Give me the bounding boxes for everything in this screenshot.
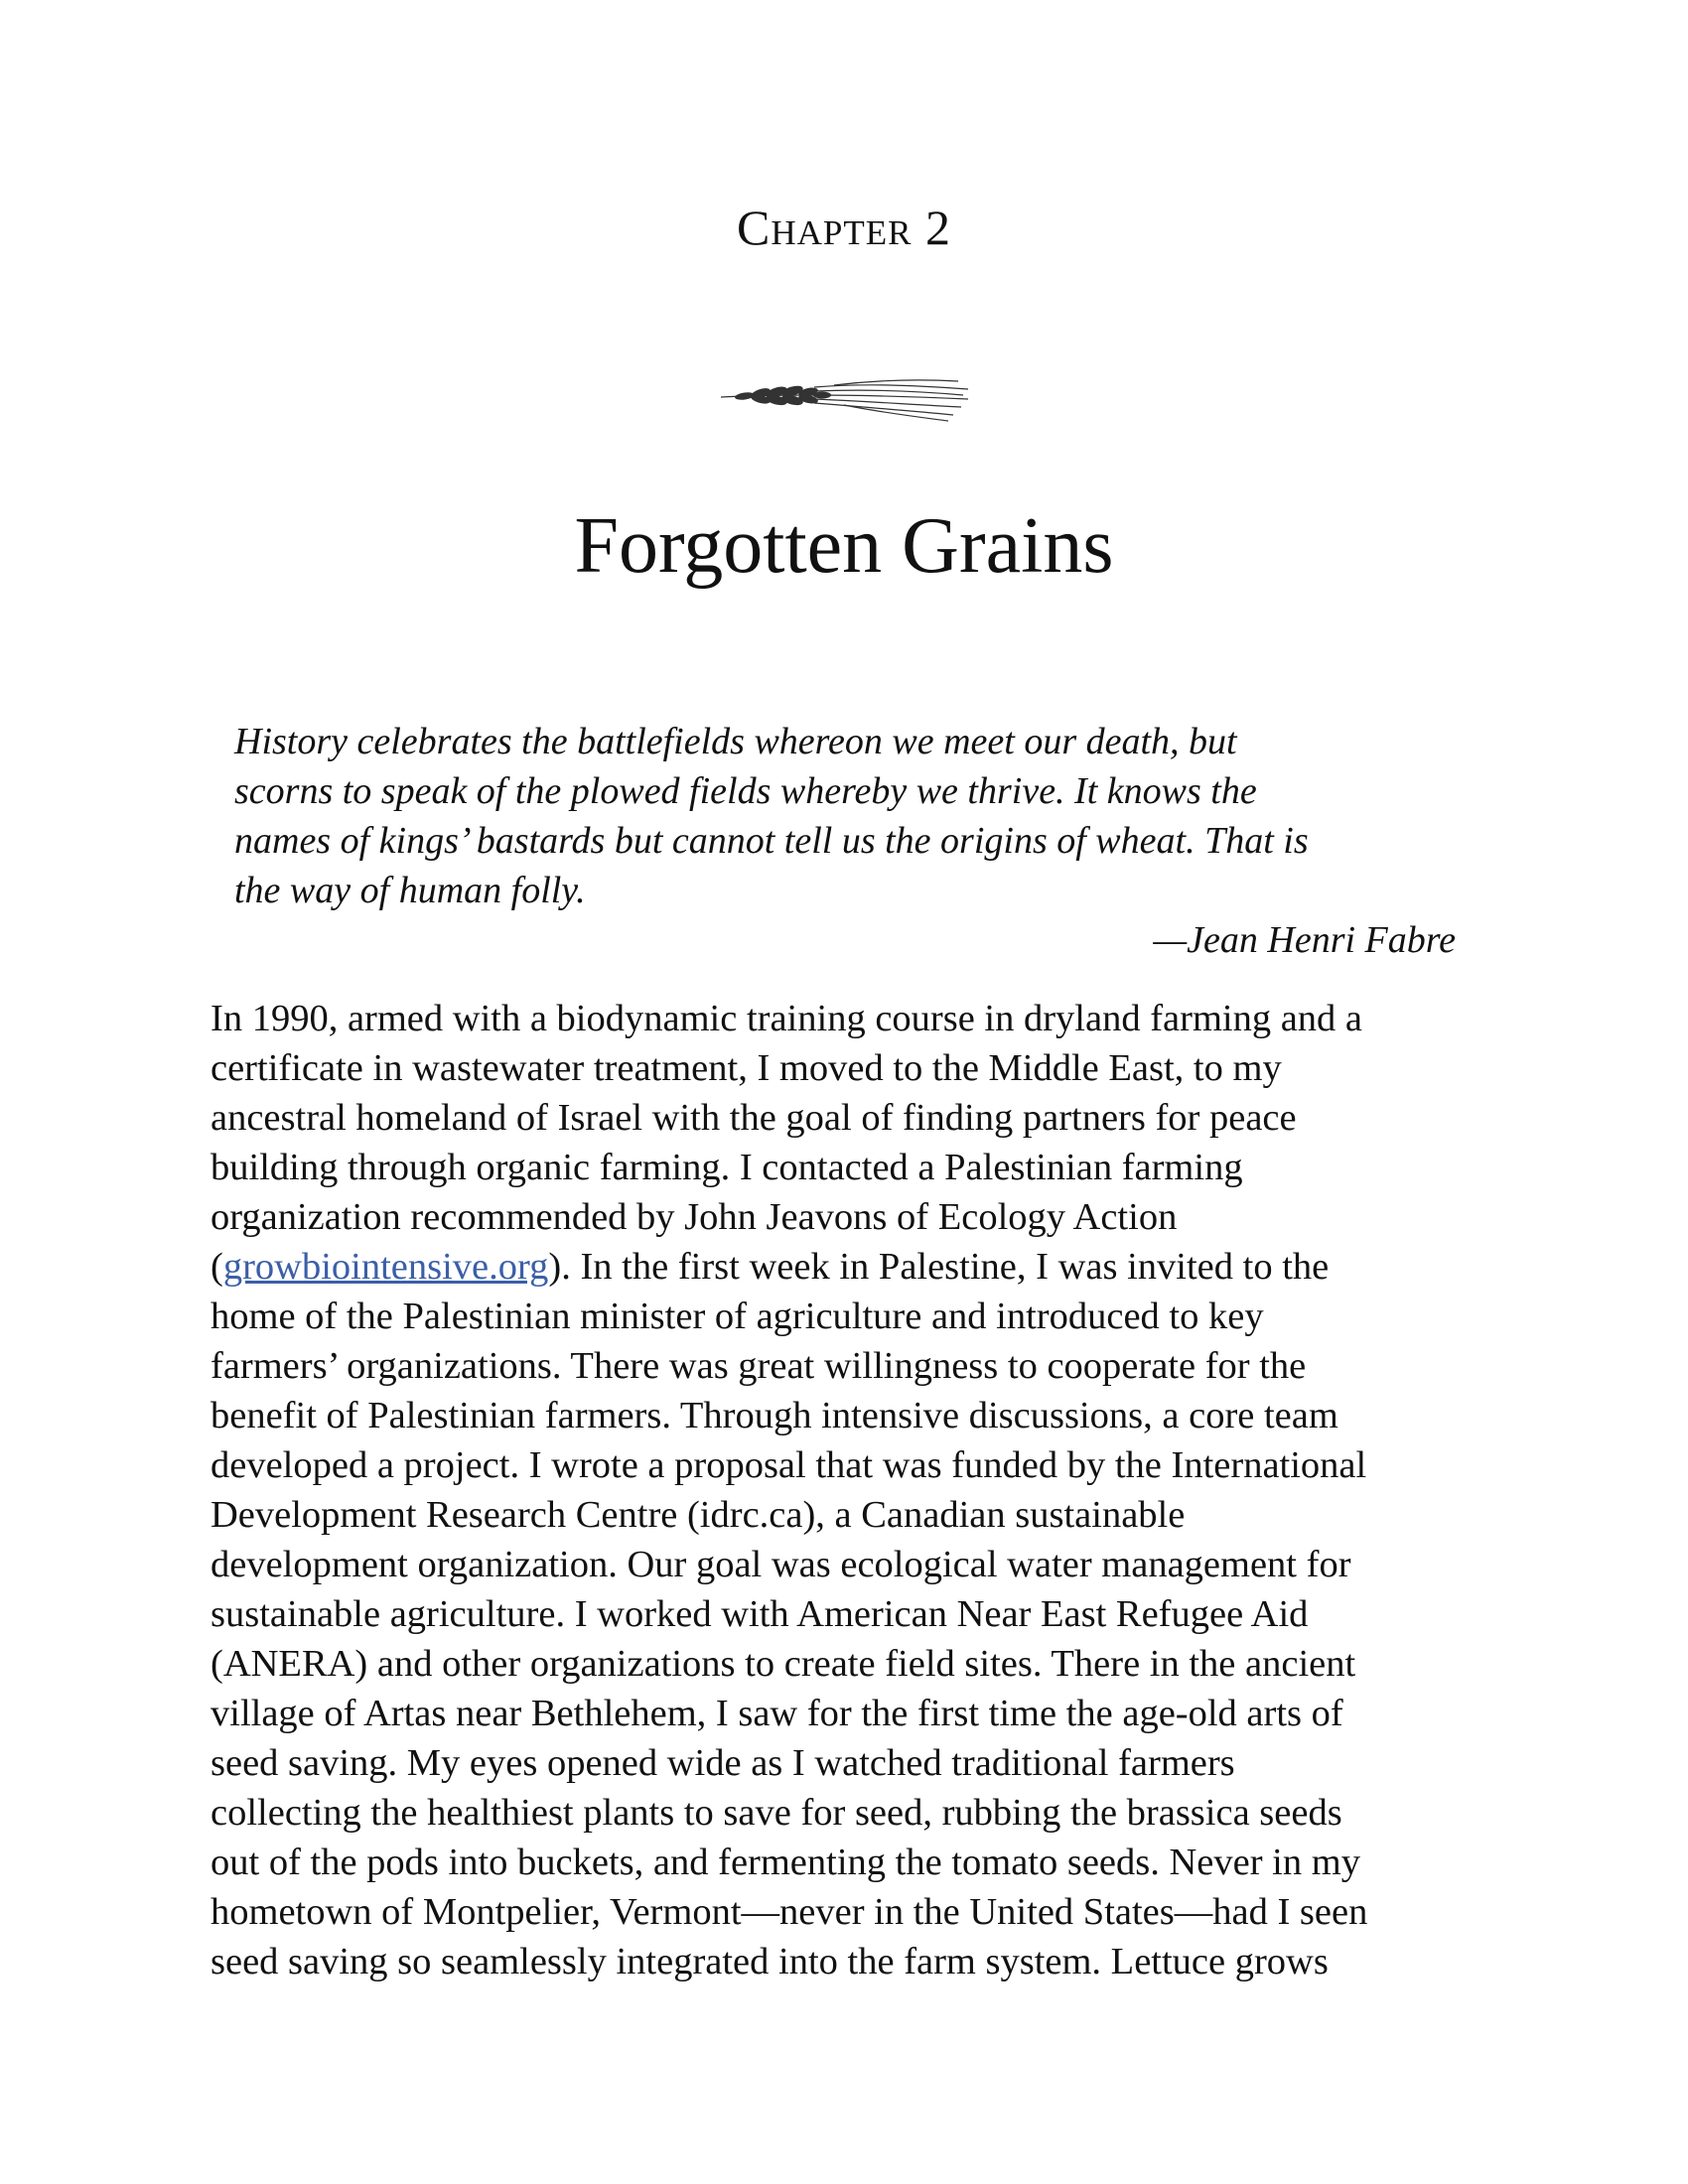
body-line: ancestral homeland of Israel with the goal of finding partners for peace — [211, 1097, 1297, 1139]
epigraph-line: History celebrates the battlefields whereon we meet our death, but — [234, 721, 1237, 762]
body-line: village of Artas near Bethlehem, I saw for the first time the age-old arts of — [211, 1693, 1343, 1734]
growbiointensive-link[interactable]: growbiointensive.org — [222, 1246, 549, 1288]
body-line: sustainable agriculture. I worked with American Near East Refugee Aid — [211, 1593, 1309, 1635]
body-line: seed saving so seamlessly integrated into the farm system. Lettuce grows — [211, 1941, 1329, 1982]
body-line: developed a project. I wrote a proposal that was funded by the International — [211, 1444, 1367, 1486]
body-line: organization recommended by John Jeavons of Ecology Action — [211, 1196, 1178, 1238]
body-line: Development Research Centre (idrc.ca), a Canadian sustainable — [211, 1494, 1186, 1536]
link-open-paren: ( — [211, 1246, 223, 1288]
wheat-ear-icon — [715, 365, 973, 425]
body-line: benefit of Palestinian farmers. Through intensive discussions, a core team — [211, 1395, 1338, 1436]
epigraph-line: scorns to speak of the plowed fields whereby we thrive. It knows the — [234, 770, 1257, 812]
body-line: farmers’ organizations. There was great willingness to cooperate for the — [211, 1345, 1307, 1387]
chapter-label: Chapter 2 — [737, 200, 951, 255]
body-line: home of the Palestinian minister of agriculture and introduced to key — [211, 1296, 1264, 1337]
body-line: seed saving. My eyes opened wide as I watched traditional farmers — [211, 1742, 1235, 1784]
body-line: (ANERA) and other organizations to create field sites. There in the ancient — [211, 1643, 1356, 1685]
epigraph-attribution: —Jean Henri Fabre — [1153, 919, 1456, 961]
body-line: certificate in wastewater treatment, I moved to the Middle East, to my — [211, 1047, 1282, 1089]
chapter-title: Forgotten Grains — [574, 502, 1114, 590]
body-line-with-link — [211, 1242, 1485, 1292]
body-line: hometown of Montpelier, Vermont—never in the United States—had I seen — [211, 1891, 1368, 1933]
body-text — [211, 994, 1485, 1986]
epigraph-quote — [234, 717, 1456, 915]
body-line: building through organic farming. I contacted a Palestinian farming — [211, 1147, 1243, 1188]
epigraph-line: names of kings’ bastards but cannot tell us the origins of wheat. That is — [234, 820, 1309, 862]
link-line-rest: ). In the first week in Palestine, I was invited to the — [548, 1246, 1330, 1288]
epigraph-line: the way of human folly. — [234, 870, 586, 911]
body-line: collecting the healthiest plants to save for seed, rubbing the brassica seeds — [211, 1792, 1342, 1834]
body-line: out of the pods into buckets, and fermenting the tomato seeds. Never in my — [211, 1842, 1360, 1883]
body-line: In 1990, armed with a biodynamic training course in dryland farming and a — [211, 998, 1363, 1039]
epigraph — [234, 717, 1456, 965]
body-line: development organization. Our goal was ecological water management for — [211, 1544, 1351, 1585]
